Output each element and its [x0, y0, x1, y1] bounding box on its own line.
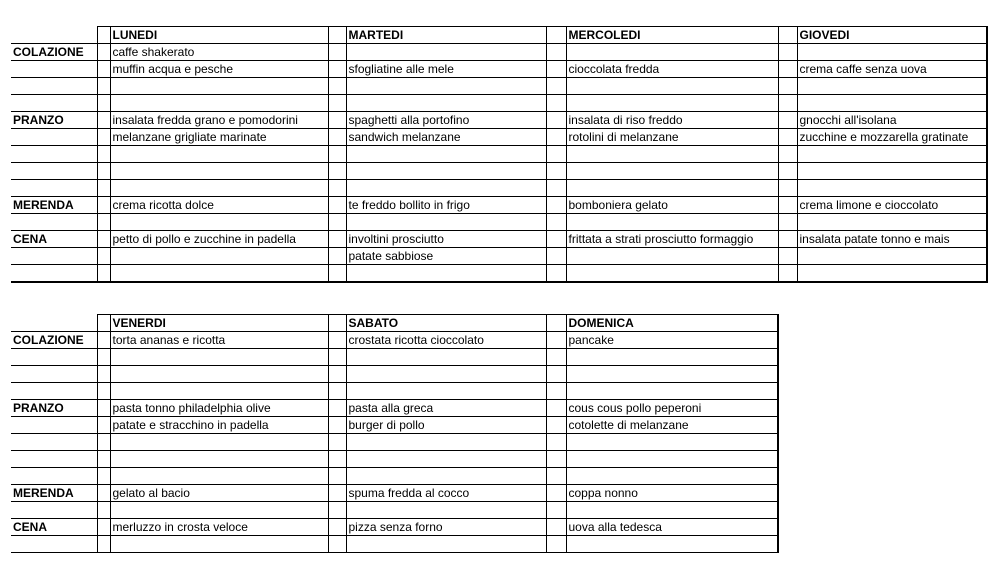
spacer-cell — [778, 129, 797, 146]
meal-label: CENA — [11, 519, 97, 536]
dish-cell — [566, 248, 778, 265]
spacer-cell — [328, 231, 346, 248]
spacer-cell — [328, 400, 346, 417]
spacer-cell — [328, 146, 346, 163]
spacer-cell — [546, 248, 566, 265]
spacer-cell — [97, 180, 110, 197]
spacer-cell — [328, 468, 346, 485]
spacer-cell — [546, 536, 566, 553]
dish-cell: te freddo bollito in frigo — [346, 197, 546, 214]
dish-cell: insalata di riso freddo — [566, 112, 778, 129]
meal-label — [11, 180, 97, 197]
spacer-cell — [546, 180, 566, 197]
dish-cell — [110, 383, 328, 400]
spacer-cell — [97, 129, 110, 146]
menu-row — [11, 44, 987, 61]
dish-cell — [797, 214, 987, 231]
dish-cell: uova alla tedesca — [566, 519, 778, 536]
spacer-cell — [546, 61, 566, 78]
menu-row — [11, 366, 778, 383]
dish-cell — [566, 214, 778, 231]
dish-cell: petto di pollo e zucchine in padella — [110, 231, 328, 248]
dish-cell — [566, 265, 778, 283]
dish-cell — [110, 248, 328, 265]
spacer-cell — [546, 502, 566, 519]
spacer-cell — [97, 44, 110, 61]
spacer-cell — [328, 417, 346, 434]
dish-cell — [346, 265, 546, 283]
day-header: GIOVEDI — [797, 27, 987, 44]
menu-row — [11, 197, 987, 214]
dish-cell: frittata a strati prosciutto formaggio — [566, 231, 778, 248]
spacer-cell — [328, 332, 346, 349]
dish-cell — [346, 146, 546, 163]
dish-cell — [797, 95, 987, 112]
dish-cell — [566, 146, 778, 163]
meal-label — [11, 468, 97, 485]
spacer-cell — [97, 265, 110, 283]
dish-cell — [797, 146, 987, 163]
dish-cell: crema limone e cioccolato — [797, 197, 987, 214]
spacer-cell — [546, 315, 566, 332]
dish-cell — [346, 95, 546, 112]
meal-label — [11, 451, 97, 468]
spacer-cell — [97, 231, 110, 248]
dish-cell — [346, 180, 546, 197]
spacer-cell — [97, 349, 110, 366]
dish-cell — [346, 502, 546, 519]
dish-cell: pizza senza forno — [346, 519, 546, 536]
spacer-cell — [778, 265, 797, 283]
dish-cell — [566, 502, 778, 519]
dish-cell — [110, 536, 328, 553]
menu-row — [11, 78, 987, 95]
dish-cell — [566, 44, 778, 61]
menu-row — [11, 468, 778, 485]
spacer-cell — [328, 78, 346, 95]
dish-cell: sfogliatine alle mele — [346, 61, 546, 78]
dish-cell — [797, 163, 987, 180]
dish-cell: muffin acqua e pesche — [110, 61, 328, 78]
spacer-cell — [328, 180, 346, 197]
spacer-cell — [546, 349, 566, 366]
dish-cell: insalata fredda grano e pomodorini — [110, 112, 328, 129]
dish-cell — [110, 468, 328, 485]
meal-label: COLAZIONE — [11, 332, 97, 349]
spacer-cell — [328, 163, 346, 180]
spacer-cell — [328, 349, 346, 366]
dish-cell — [110, 78, 328, 95]
meal-label — [11, 349, 97, 366]
spacer-cell — [546, 383, 566, 400]
meal-label — [11, 163, 97, 180]
dish-cell — [797, 248, 987, 265]
dish-cell — [346, 451, 546, 468]
meal-label — [11, 502, 97, 519]
meal-label — [11, 129, 97, 146]
menu-row — [11, 180, 987, 197]
dish-cell — [110, 502, 328, 519]
spacer-cell — [546, 27, 566, 44]
dish-cell: gnocchi all'isolana — [797, 112, 987, 129]
spacer-cell — [328, 451, 346, 468]
dish-cell — [110, 451, 328, 468]
dish-cell — [346, 163, 546, 180]
meal-label — [11, 61, 97, 78]
spacer-cell — [546, 519, 566, 536]
dish-cell: cous cous pollo peperoni — [566, 400, 778, 417]
spacer-cell — [97, 400, 110, 417]
dish-cell — [797, 78, 987, 95]
spacer-cell — [328, 536, 346, 553]
dish-cell — [346, 349, 546, 366]
dish-cell — [797, 265, 987, 283]
meal-label — [11, 536, 97, 553]
dish-cell: gelato al bacio — [110, 485, 328, 502]
spacer-cell — [97, 468, 110, 485]
spacer-cell — [97, 27, 110, 44]
dish-cell — [110, 95, 328, 112]
spacer-cell — [546, 78, 566, 95]
dish-cell: pancake — [566, 332, 778, 349]
meal-label — [11, 214, 97, 231]
spacer-cell — [97, 451, 110, 468]
dish-cell — [566, 451, 778, 468]
spacer-cell — [778, 180, 797, 197]
menu-row — [11, 248, 987, 265]
dish-cell — [346, 214, 546, 231]
spacer-cell — [546, 197, 566, 214]
meal-label — [11, 417, 97, 434]
menu-table-week1 — [11, 26, 988, 283]
menu-row — [11, 129, 987, 146]
spacer-cell — [328, 112, 346, 129]
spacer-cell — [328, 129, 346, 146]
spacer-cell — [97, 332, 110, 349]
spacer-cell — [546, 231, 566, 248]
meal-label: COLAZIONE — [11, 44, 97, 61]
dish-cell: patate sabbiose — [346, 248, 546, 265]
dish-cell — [566, 349, 778, 366]
dish-cell — [346, 44, 546, 61]
meal-label — [11, 265, 97, 283]
spacer-cell — [97, 78, 110, 95]
spacer-cell — [97, 485, 110, 502]
spacer-cell — [778, 112, 797, 129]
meal-label: MERENDA — [11, 485, 97, 502]
spacer-cell — [328, 27, 346, 44]
spacer-cell — [546, 146, 566, 163]
dish-cell — [110, 146, 328, 163]
dish-cell — [110, 434, 328, 451]
spacer-cell — [546, 451, 566, 468]
dish-cell: crema caffe senza uova — [797, 61, 987, 78]
meal-label — [11, 146, 97, 163]
dish-cell — [346, 366, 546, 383]
dish-cell: insalata patate tonno e mais — [797, 231, 987, 248]
dish-cell: cioccolata fredda — [566, 61, 778, 78]
menu-row — [11, 485, 778, 502]
spacer-cell — [328, 366, 346, 383]
spacer-cell — [97, 519, 110, 536]
menu-row — [11, 417, 778, 434]
dish-cell — [346, 78, 546, 95]
meal-label: PRANZO — [11, 400, 97, 417]
meal-label — [11, 366, 97, 383]
spacer-cell — [778, 163, 797, 180]
day-header: VENERDI — [110, 315, 328, 332]
header-row — [11, 27, 987, 44]
spacer-cell — [546, 95, 566, 112]
dish-cell: spaghetti alla portofino — [346, 112, 546, 129]
menu-row — [11, 231, 987, 248]
spacer-cell — [97, 502, 110, 519]
dish-cell: patate e stracchino in padella — [110, 417, 328, 434]
meal-label — [11, 383, 97, 400]
corner-cell — [11, 315, 97, 332]
dish-cell — [110, 214, 328, 231]
spacer-cell — [328, 265, 346, 283]
meal-label: CENA — [11, 231, 97, 248]
spacer-cell — [546, 163, 566, 180]
day-header: SABATO — [346, 315, 546, 332]
spacer-cell — [778, 214, 797, 231]
dish-cell: sandwich melanzane — [346, 129, 546, 146]
spacer-cell — [778, 248, 797, 265]
menu-row — [11, 383, 778, 400]
dish-cell: crostata ricotta cioccolato — [346, 332, 546, 349]
dish-cell — [797, 44, 987, 61]
dish-cell — [566, 468, 778, 485]
meal-label — [11, 78, 97, 95]
dish-cell — [346, 468, 546, 485]
meal-label: PRANZO — [11, 112, 97, 129]
dish-cell — [566, 180, 778, 197]
spacer-cell — [778, 146, 797, 163]
menu-row — [11, 146, 987, 163]
menu-row — [11, 451, 778, 468]
dish-cell: merluzzo in crosta veloce — [110, 519, 328, 536]
spacer-cell — [546, 129, 566, 146]
meal-label — [11, 434, 97, 451]
spacer-cell — [97, 146, 110, 163]
menu-row — [11, 112, 987, 129]
spacer-cell — [328, 44, 346, 61]
spacer-cell — [546, 417, 566, 434]
spacer-cell — [328, 434, 346, 451]
dish-cell: melanzane grigliate marinate — [110, 129, 328, 146]
spacer-cell — [97, 214, 110, 231]
spacer-cell — [546, 44, 566, 61]
spacer-cell — [778, 44, 797, 61]
dish-cell — [110, 163, 328, 180]
dish-cell: involtini prosciutto — [346, 231, 546, 248]
spacer-cell — [97, 315, 110, 332]
dish-cell: caffe shakerato — [110, 44, 328, 61]
spacer-cell — [97, 536, 110, 553]
menu-row — [11, 400, 778, 417]
dish-cell — [566, 536, 778, 553]
spacer-cell — [328, 502, 346, 519]
dish-cell — [797, 180, 987, 197]
spacer-cell — [97, 417, 110, 434]
dish-cell — [110, 349, 328, 366]
menu-row — [11, 214, 987, 231]
spacer-cell — [328, 95, 346, 112]
spacer-cell — [97, 383, 110, 400]
menu-row — [11, 434, 778, 451]
dish-cell: pasta tonno philadelphia olive — [110, 400, 328, 417]
dish-cell — [566, 95, 778, 112]
dish-cell: torta ananas e ricotta — [110, 332, 328, 349]
menu-row — [11, 519, 778, 536]
spacer-cell — [97, 112, 110, 129]
dish-cell: cotolette di melanzane — [566, 417, 778, 434]
spacer-cell — [328, 485, 346, 502]
menu-row — [11, 95, 987, 112]
spacer-cell — [546, 112, 566, 129]
spacer-cell — [778, 78, 797, 95]
dish-cell — [566, 366, 778, 383]
menu-row — [11, 332, 778, 349]
spacer-cell — [328, 315, 346, 332]
menu-row — [11, 536, 778, 553]
spacer-cell — [97, 434, 110, 451]
menu-table-week2 — [11, 314, 779, 553]
spacer-cell — [778, 61, 797, 78]
spacer-cell — [328, 383, 346, 400]
spacer-cell — [97, 366, 110, 383]
dish-cell: pasta alla greca — [346, 400, 546, 417]
spacer-cell — [546, 366, 566, 383]
menu-row — [11, 163, 987, 180]
spacer-cell — [546, 468, 566, 485]
spacer-cell — [97, 61, 110, 78]
dish-cell — [566, 78, 778, 95]
header-row — [11, 315, 778, 332]
spacer-cell — [328, 61, 346, 78]
meal-label — [11, 95, 97, 112]
spacer-cell — [328, 519, 346, 536]
menu-row — [11, 349, 778, 366]
menu-row — [11, 265, 987, 283]
spacer-cell — [97, 197, 110, 214]
dish-cell — [346, 434, 546, 451]
spacer-cell — [778, 27, 797, 44]
spacer-cell — [97, 95, 110, 112]
dish-cell — [346, 383, 546, 400]
spacer-cell — [97, 163, 110, 180]
dish-cell — [110, 180, 328, 197]
meal-label: MERENDA — [11, 197, 97, 214]
dish-cell — [110, 265, 328, 283]
spacer-cell — [546, 332, 566, 349]
dish-cell: crema ricotta dolce — [110, 197, 328, 214]
menu-row — [11, 61, 987, 78]
dish-cell — [566, 383, 778, 400]
menu-row — [11, 502, 778, 519]
dish-cell: spuma fredda al cocco — [346, 485, 546, 502]
spacer-cell — [328, 214, 346, 231]
spacer-cell — [778, 197, 797, 214]
day-header: MERCOLEDI — [566, 27, 778, 44]
dish-cell: zucchine e mozzarella gratinate — [797, 129, 987, 146]
dish-cell — [110, 366, 328, 383]
day-header: MARTEDI — [346, 27, 546, 44]
dish-cell: rotolini di melanzane — [566, 129, 778, 146]
dish-cell: coppa nonno — [566, 485, 778, 502]
spacer-cell — [546, 434, 566, 451]
dish-cell — [346, 536, 546, 553]
day-header: DOMENICA — [566, 315, 778, 332]
spacer-cell — [546, 214, 566, 231]
day-header: LUNEDI — [110, 27, 328, 44]
dish-cell: burger di pollo — [346, 417, 546, 434]
dish-cell — [566, 434, 778, 451]
spacer-cell — [546, 400, 566, 417]
meal-label — [11, 248, 97, 265]
spacer-cell — [97, 248, 110, 265]
dish-cell — [566, 163, 778, 180]
spacer-cell — [778, 231, 797, 248]
spacer-cell — [546, 265, 566, 283]
spacer-cell — [778, 95, 797, 112]
spacer-cell — [328, 248, 346, 265]
spacer-cell — [546, 485, 566, 502]
spacer-cell — [328, 197, 346, 214]
corner-cell — [11, 27, 97, 44]
dish-cell: bomboniera gelato — [566, 197, 778, 214]
